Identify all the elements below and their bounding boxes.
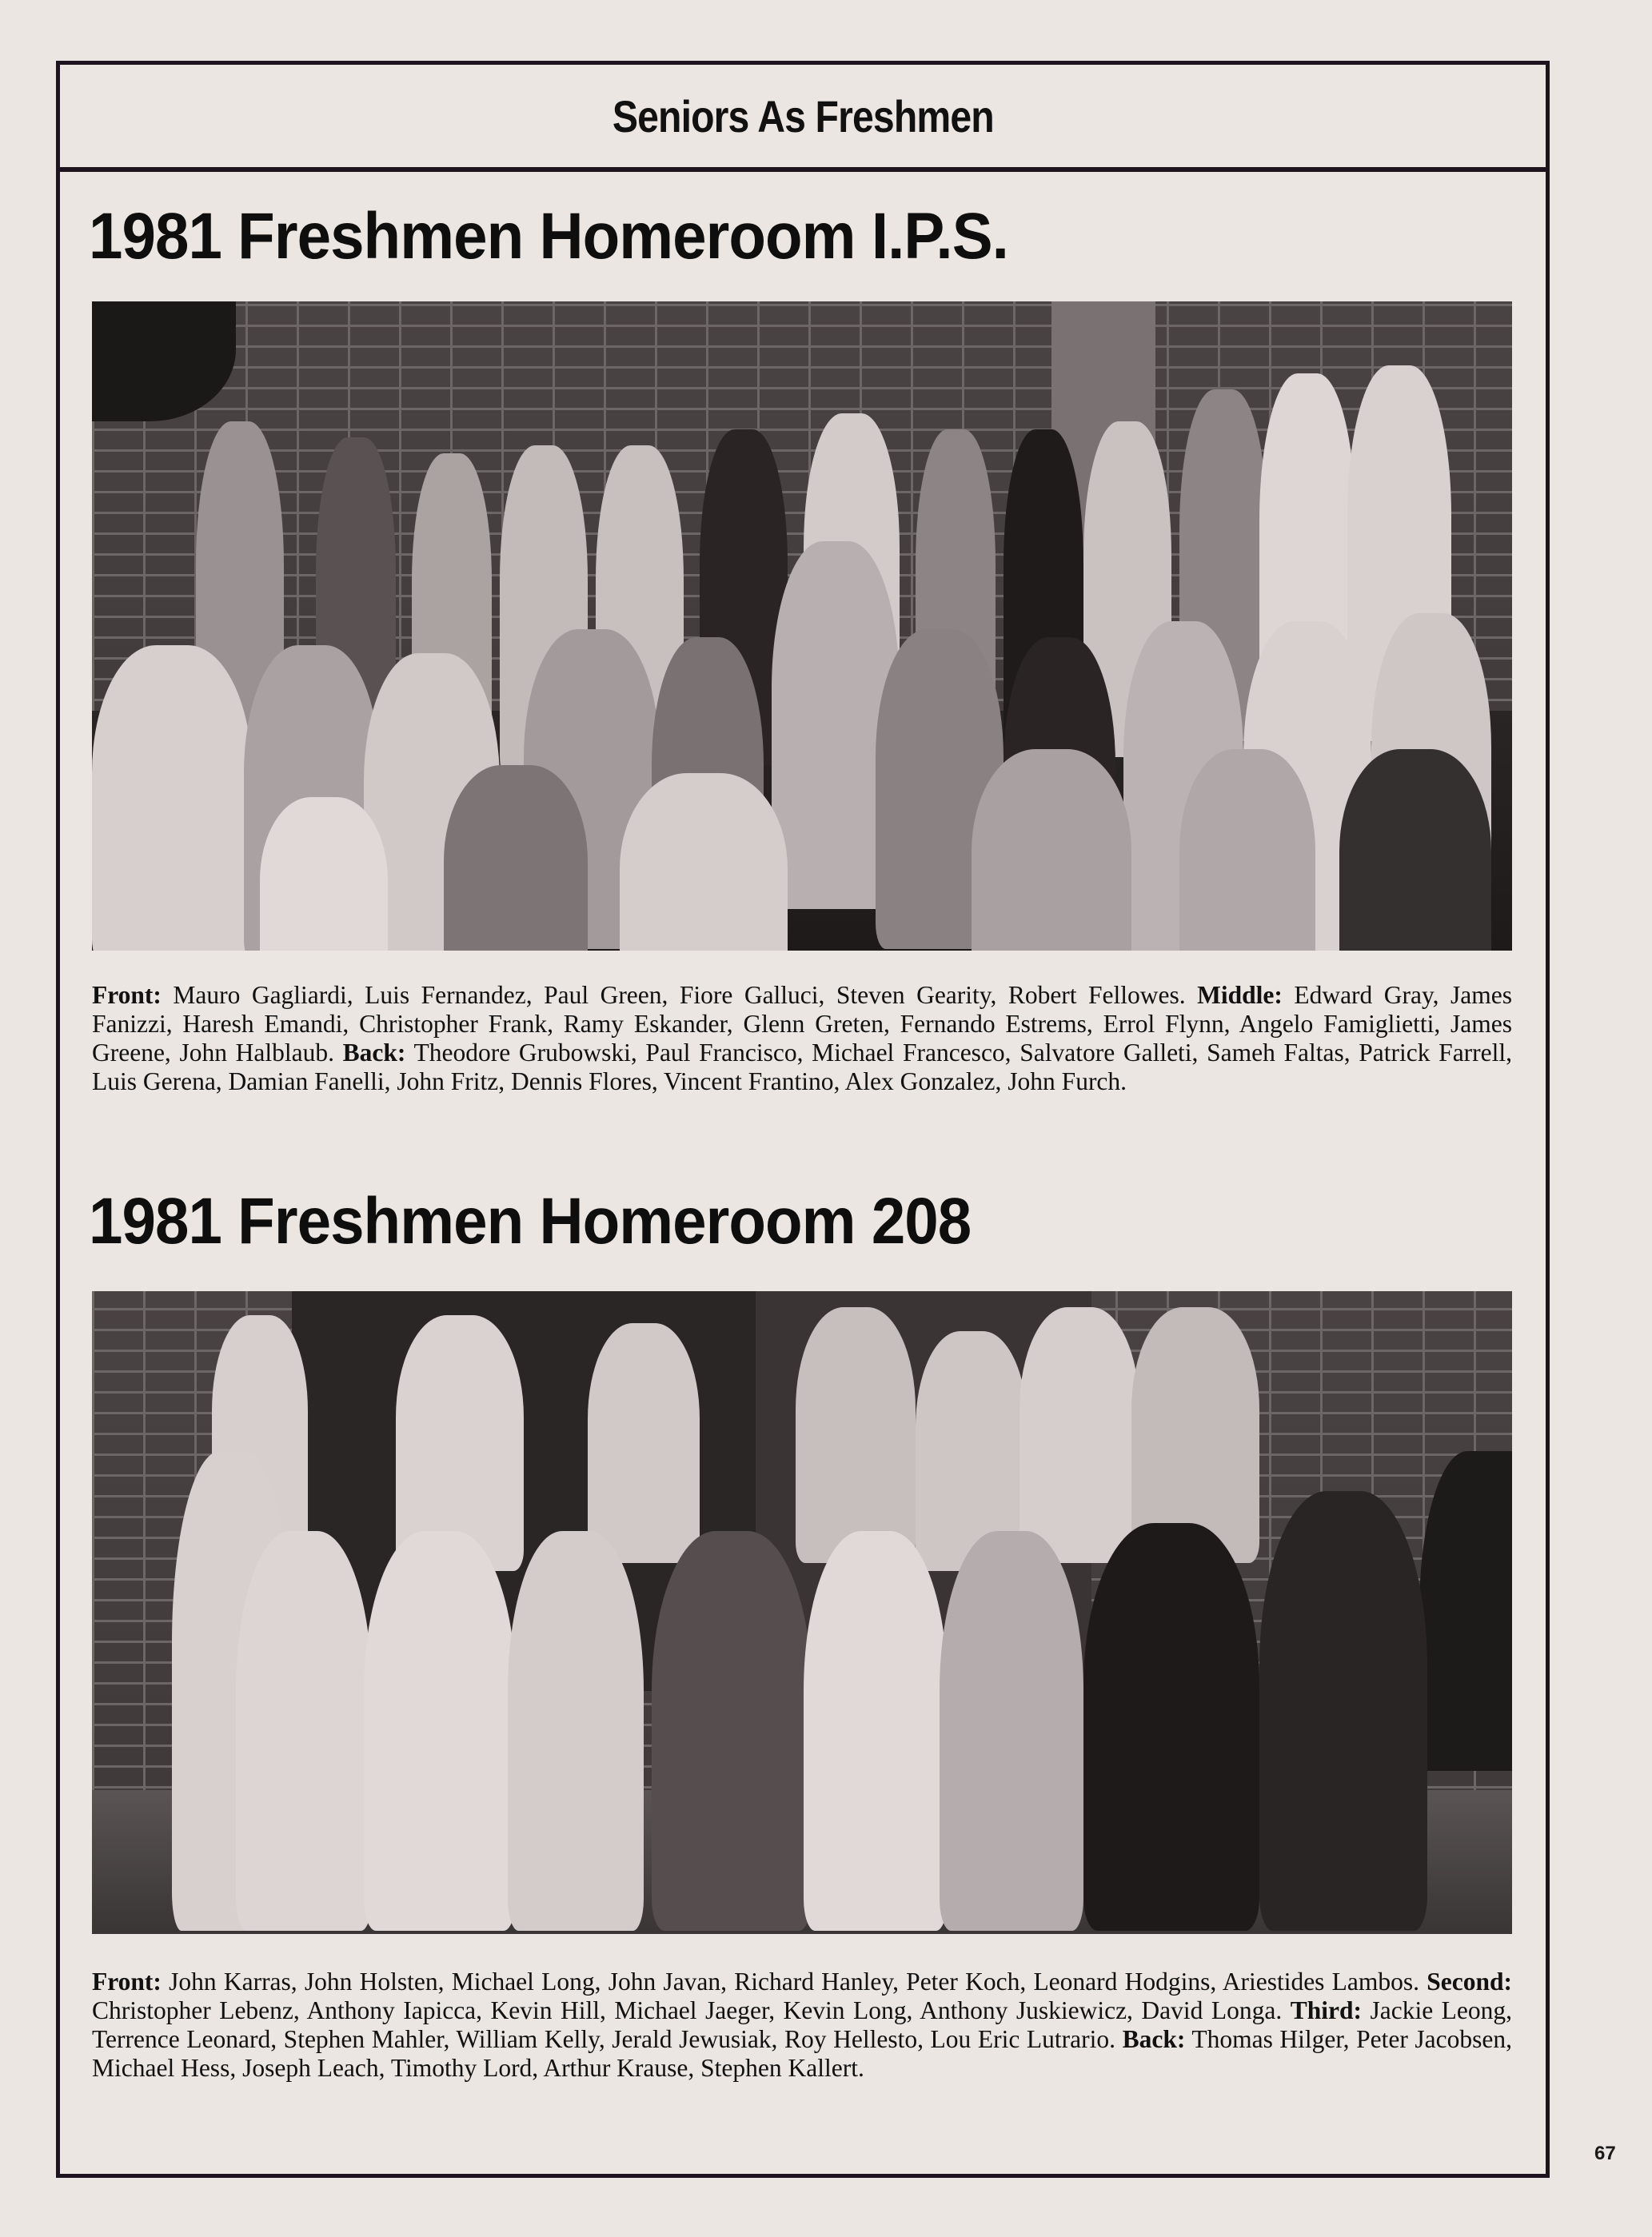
caption-row-names: Christopher Lebenz, Anthony Iapicca, Kevin Hill, Michael Jaeger, Kevin Long, Anthony Juskiewicz, David Longa. xyxy=(92,1996,1283,2024)
group-photo-ips xyxy=(92,301,1512,951)
student-figure xyxy=(1179,749,1315,951)
caption-ips xyxy=(92,981,1512,1096)
student-figure xyxy=(804,1531,948,1931)
caption-row-names: John Karras, John Holsten, Michael Long, John Javan, Richard Hanley, Peter Koch, Leonard Hodgins, Ariestides Lambos. xyxy=(169,1968,1420,1996)
page-frame xyxy=(56,61,1550,2178)
caption-row-label: Back: xyxy=(342,1039,406,1067)
caption-row-names: Jackie Leong, Terrence Leonard, Stephen Mahler, William Kelly, Jerald Jewusiak, Roy Hellesto, Lou Eric Lutrario. xyxy=(92,1996,1512,2053)
caption-row-label: Front: xyxy=(92,1968,162,1996)
student-figure xyxy=(588,1323,700,1563)
student-figure xyxy=(444,765,588,951)
caption-row-names: Theodore Grubowski, Paul Francisco, Michael Francesco, Salvatore Galleti, Sameh Faltas, Patrick Farrell, Luis Gerena, Damian Fanelli, John Fritz, Dennis Flores, Vincent Frantino, Alex Gonzalez, John Furch. xyxy=(92,1039,1513,1095)
caption-row-names: Thomas Hilger, Peter Jacobsen, Michael Hess, Joseph Leach, Timothy Lord, Arthur Krause, Stephen Kallert. xyxy=(92,2025,1512,2082)
caption-row-names: Edward Gray, James Fanizzi, Haresh Emandi, Christopher Frank, Ramy Eskander, Glenn Greten, Fernando Estrems, Errol Flynn, Angelo Famiglietti, James Greene, John Halblaub. xyxy=(92,981,1512,1067)
caption-row-label: Second: xyxy=(1427,1968,1512,1996)
caption-row-label: Middle: xyxy=(1197,981,1283,1009)
section-title-ips: 1981 Freshmen Homeroom I.P.S. xyxy=(89,200,1008,273)
section-title-208: 1981 Freshmen Homeroom 208 xyxy=(89,1185,972,1258)
student-figure xyxy=(1339,749,1491,951)
group-photo-208 xyxy=(92,1291,1512,1934)
student-figure xyxy=(1083,1523,1259,1931)
student-figure xyxy=(1020,1307,1139,1563)
student-figure xyxy=(236,1531,372,1931)
student-figure xyxy=(1259,1491,1427,1931)
student-figure xyxy=(508,1531,644,1931)
student-figure xyxy=(972,749,1131,951)
student-figure xyxy=(260,797,388,951)
caption-row-label: Front: xyxy=(92,981,162,1009)
student-figure xyxy=(620,773,788,951)
page-header-title: Seniors As Freshmen xyxy=(612,90,994,142)
header-band xyxy=(60,65,1546,172)
caption-row-names: Mauro Gagliardi, Luis Fernandez, Paul Green, Fiore Galluci, Steven Gearity, Robert Fellowes. xyxy=(173,981,1186,1009)
student-figure xyxy=(92,645,252,951)
student-figure xyxy=(652,1531,812,1931)
caption-row-label: Third: xyxy=(1290,1996,1362,2024)
student-figure xyxy=(364,1531,516,1931)
student-figure xyxy=(940,1531,1083,1931)
page-number: 67 xyxy=(1594,2143,1616,2164)
caption-row-label: Back: xyxy=(1122,2025,1186,2053)
student-figure xyxy=(796,1307,916,1563)
caption-208 xyxy=(92,1968,1512,2083)
shrub xyxy=(1419,1451,1512,1771)
